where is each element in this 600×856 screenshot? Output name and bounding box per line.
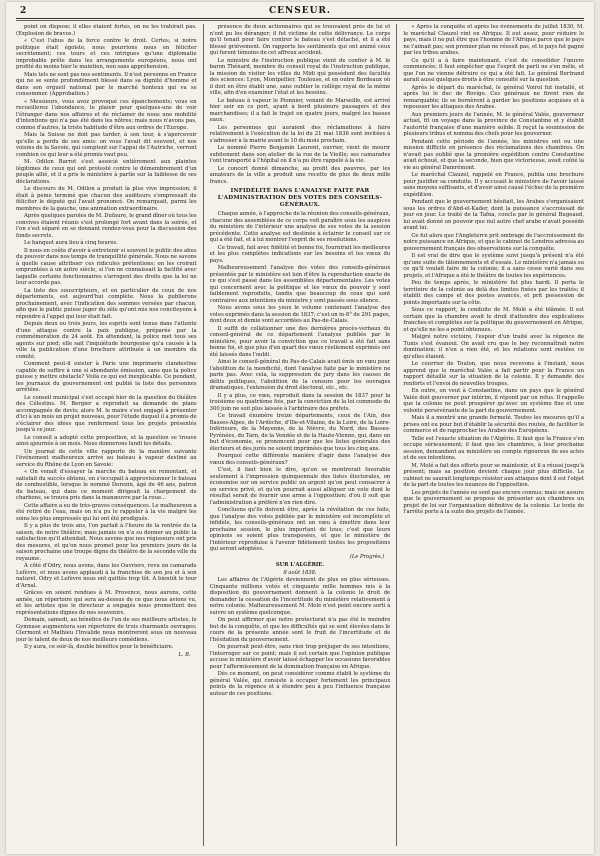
paragraph: Il est vrai de dire que le système suivi jusqu'à présent n'a été qu'une suite de tâtonnements et d'essais. Le ministère n'a jamais su ce qu'il voulait faire de la colonie; il a sans cesse varié dans ses projets, et l'Afrique a été le théâtre de toutes les expériences. [403,253,584,279]
paragraph: Pendant cette période de l'année, les ministres ont eu une mission difficile en présence des réclamations des chambres. On n'avait pas oublié que la première expédition contre Constantine avait échoué, et que la seconde, bien que victorieuse, avait coûté la vie au général Damrémont. [403,138,584,171]
paragraph: Pendant que le gouvernement hésitait, les Arabes s'organisaient sous les ordres d'Abd-el-Kader, dont la puissance s'accroissait de jour en jour. Le traité de la Tafna, conclu par le général Bugeaud, lui avait donné un pouvoir que nul autre chef arabe n'avait possédé avant lui. [403,199,584,231]
paragraph: Sous ce rapport, la conduite de M. Molé a été blâmée. Il est certain que la chambre avait le droit d'attendre des explications franches et complètes sur la politique du gouvernement en Afrique, et qu'elle ne les a point obtenues. [403,307,584,333]
paragraph: Il y a plus, ce vœu, reproduit dans la session de 1837 pour la troisième ou quatrième fois, par la conviction de la loi commode du 300 juin ne soit plus laissée à l'arbitraire des préfets. [209,392,391,412]
paragraph: Ainsi le conseil-général du Pas-de-Calais avait émis un vœu pour l'abolition de la mendicité, dont l'analyse faite par le ministère ne parle pas. Avec cela, la suppression du jury dans les causes de délits politiques, l'abolition de la censure pour les ouvrages dramatiques, l'extension du droit électoral, etc., etc. [209,359,391,391]
paragraph: Après le départ du maréchal, le général Voirol fut installé, et après lui le duc de Rovigo. Ces généraux ne firent rien de remarquable; ils se bornèrent à garder les positions acquises et à repousser les attaques des Arabes. [403,84,584,110]
paragraph: M. Molé a fait des efforts pour se maintenir, et il a réussi jusqu'à présent; mais sa position devient chaque jour plus difficile. Le cabinet ne saurait longtemps résister aux attaques dont il est l'objet de la part de toutes les nuances de l'opposition. [403,462,584,488]
paragraph: présence de deux actionnaires qui se trouvaient près de lui et n'ont pu les déranger; il fut victime de cette délivrance. Le corps qu'il tenait pour faire contrer le bateau s'est détaché, et il a été blessé grièvement. On rapporte les sentiments qui ont animé ceux qui furent témoins de cet affreux accident. [209,24,391,56]
paragraph: Nous avons sous les yeux le volume contenant l'analyse des votes exprimés dans la session de 1837; c'est un in-8° de 291 pages, dont deux et demie sont accordées au Pas-de-Calais. [209,305,391,324]
paragraph: « C'est l'abus de la force contre le droit. Certes, si notre politique était égoïste, nous pourrions nous en féliciter secrètement; ces tours et ces intrigues qu'une diplomatie improbable prête dans les arrangements européens, nous ont profité du moins hier le maintien, non sans appréhension. [16,38,197,70]
paragraph: Depuis deux ou trois jours, les esprits sont tenus dans l'attente d'une attaque contre la paix publique, préparée par la commémoration du 24 août. En attendant, la police met tous ses agents sur pied; elle sait l'inquiétude bourgeoise qu'a causée à la ville la publication d'une brochure attribuée à un membre du comité. [16,321,197,360]
header-rule [16,18,584,19]
paragraph: « On venait d'essayer la marche du bateau en remontant, et satisfait du succès obtenu, on s'occupait à approvisionner le bateau de combustible, lorsque le nommé Dorezin, âgé de 46 ans, patron du bateau, qui dans ce moment dirigeait la chargement de charbons, se trouva pris dans la manœuvre par la roue... [16,469,197,501]
paragraph: Grâces en soient rendues à M. Provence, nous aurons, cette année, un répertoire qui sera au-dessus de ce que nous avions vu, et les artistes que le directeur a engagés nous promettent des représentations dignes de nos souvenirs. [16,590,197,616]
paragraph: Ce travail énumère treize départements, ceux de l'Ain, des Basses-Alpes, de l'Ardèche, d'Ille-et-Vilaine, de la Loire, de la Loire-Inférieure, de la Mayenne, de la Nièvre, du Nord, des Basses-Pyrénées, du Tarn, de la Vendée et de la Haute-Vienne, qui, dans un but d'économie, se prononcent pour que les listes générales des électeurs et des jurés ne soient imprimées que tous les cinq ans. [209,413,391,452]
paragraph: Le nommé Pierre Benjamin Laurent, ouvrier, vient de mourir subitement dans son atelier de la rue de la Vieille; ses camarades l'ont transporté à l'hôpital où il n'a pu être rappelé à la vie. [209,145,391,164]
paragraph: Peu de temps après, le ministère fut plus hardi. Il porta le territoire de la colonie au delà des limites fixées par les traités; il établit des camps et des postes avancés, et prit possession de points importants sur la côte. [403,280,584,306]
paragraph: Le courrier de Toulon, que nous recevons à l'instant, nous apprend que le maréchal Valée a fait partir pour la France un rapport détaillé sur la situation de la colonie. Il y demande des renforts et l'envoi de nouvelles troupes. [403,361,584,387]
paragraph: Après quelques paroles de M. Dufaure, le grand dîner où tous les convives étaient réunis s'est prolongé fort avant dans la soirée, et l'on s'est séparé en se donnant rendez-vous pour la discussion des fonds secrets. [16,213,197,239]
paragraph: Le ministre de l'instruction publique vient de confier à M. le baron Thénard, membre du conseil royal de l'instruction publique, la mission de visiter les villes du Midi qui possèdent des facultés des sciences: Lyon, Montpellier, Toulouse, et en outre Bordeaux où il doit en être établi une, sans oublier le collège royal de la même ville, afin d'en examiner l'état et les besoins. [209,57,391,96]
paragraph: Il y a plus de trois ans, l'on parlait à l'heure de la rentrée de la saison, de notre théâtre; mais jamais on n'a su donner au public la satisfaction qu'il attendait. Nous savons que nos régisseurs ont pris des mesures, et qu'on nous promet pour les premiers jours de la saison prochaine une troupe digne du théâtre de la seconde ville du royaume. [16,523,197,562]
paragraph: Le maréchal Clauzel, rappelé en France, publia une brochure pour justifier sa conduite. Il y accusait le ministère de l'avoir laissé sans moyens suffisants, et d'avoir ainsi causé l'échec de la première expédition. [403,172,584,198]
paragraph: Chaque année, à l'approche de la réunion des conseils-généraux, chacune des assemblées de ce corps voit paraître sous les auspices du ministère de l'intérieur une analyse de ses votes de la session précédente. Cette analyse est destinée à éclairer le conseil sur ce qui a été fait, et à lui montrer l'esprit de ses résolutions. [209,211,391,243]
paragraph: Mais il a montré une grande fermeté. Toutes les mesures qu'il a prises ont eu pour but d'établir la sécurité des routes, de faciliter le commerce et de rapprocher les Arabes des Européens. [403,415,584,434]
column-middle [210,24,391,846]
header-rule-thin [16,20,584,21]
paragraph: C'est, il faut bien le dire, qu'on se montrerait favorable seulement à l'impression quinquennale des listes électorales, on économise sur un service public un argent qu'on peut consacrer à un service privé, et qu'on pourrait aussi alléguer un vote dont le résultat serait de fournir une arme à l'opposition; d'où il suit que l'administration a préféré n'en rien dire. [209,467,391,506]
masthead: CENSEUR. [268,6,332,16]
paragraph: point on dispose; il elles étaient fortes, on ne les trahirait pas. (Explosion de bravos.) [16,24,197,37]
paragraph: Ce qu'il a à faire maintenant, c'est de consolider l'œuvre commencée; il faut empêcher que l'esprit de parti ne s'en mêle, et que l'on ne vienne détruire ce qui a été fait. Le général Bertrand aurait aussi quelques droits à être consulté sur la question. [403,57,584,83]
paragraph: La liste des souscripteurs, et en particulier de ceux de nos départements, est aujourd'hui complète. Nous la publierons prochainement, avec l'indication des sommes versées par chacun, afin que le public puisse juger du zèle qu'ont mis nos concitoyens à répondre à l'appel qui leur était fait. [16,287,197,320]
paragraph: Malgré notre victoire, l'espoir d'un traité avec la régence de Tunis s'est évanoui. On avait cru que le bey reconnaîtrait notre domination; il n'en a rien été, et les relations sont restées ce qu'elles étaient. [403,334,584,360]
column-left [16,24,197,846]
paragraph: Le conseil a adopté cette proposition, et la question se trouve ainsi ajournée à un mois. Nous donnerons lundi les détails. [16,434,197,447]
paragraph: Cette affaire a eu de très-graves conséquences. Le malheureux a été retiré de l'eau, mais on n'a pu le rappeler à la vie malgré les soins les plus empressés qui lui ont été prodigués. [16,502,197,522]
paragraph: Il nous en coûte d'avoir à entretenir si souvent le public des abus du pouvoir dans nos temps de tranquillité générale. Nous ne savons à quelle cause attribuer ces ridicules prétentions; on les croirait empruntées à un autre siècle, si l'on ne connaissait la facilité avec laquelle certains fonctionnaires s'arrogent des droits que la loi ne leur accorde pas. [16,247,197,286]
signature: (Le Progrès.) [349,553,385,560]
section-heading: SUR L'ALGÉRIE. [275,562,325,568]
paragraph: « Messieurs, vous avez provoqué ces épanchements; vous en recueillerez l'abondance, le plaisir pour quelques-uns de voir l'étranger dans nos affaires et de réclamer de nous une mobilité d'intentions qui n'a pas été dans les nôtres; mais nous n'avons pas, comme d'autres, la triste habitude d'être aux ordres de l'Europe. [16,98,197,131]
paragraph: Pourquoi cette différente manière d'agir dans l'analyse des vœux des conseils-généraux? [209,453,391,466]
paragraph: Les projets de l'année ne sont pas encore connus; mais on assure que le gouvernement se propose de présenter aux chambres un projet de loi sur l'organisation définitive de la colonie. Le texte de l'arrêté porte à la suite des projets de l'année. [403,489,584,515]
paragraph: Mais tels ne sont pas nos sentiments. Il n'est personne en France qui ne se sente profondément blessé dans sa dignité d'homme et dans son orgueil national par le marché honteux qui va se consommer. (Approbation.) [16,71,197,97]
column-divider [203,24,204,846]
paragraph: À côté d'Odry, nous avons, dans les Ouvriers, revu un camarade Lefèvre, et nous avons applaudi à la franchise de son jeu et à son naturel. Odry et Lefèvre nous ont quittés trop tôt. À bientôt le tour d'Arnal. [16,563,197,589]
page-header [20,4,580,18]
paragraph: Aux premiers jours de l'année, M. le général Valée, gouverneur actuel, fit un voyage dans la province de Constantine et y établit l'autorité française d'une manière solide. Il reçut la soumission de plusieurs tribus et nomma des chefs pour les gouverner. [403,111,584,137]
newspaper-page [6,2,594,854]
paragraph: Le bateau à vapeur le Pionnier, venant de Marseille, est arrivé hier soir en ce port, ayant à bord plusieurs passagers et des marchandises; il a fait le trajet en quatre jours, malgré les basses eaux. [209,97,391,123]
paragraph: On peut affirmer que notre protectorat n'a pas été le moindre but de la conquête, et que les difficultés qui se sont élevées dans le cours de la présente année sont le fruit de l'incertitude et de l'hésitation du gouvernement. [209,617,391,643]
paragraph: Le concert donné dimanche, au profit des pauvres, par les amateurs de la ville a produit une recette de plus de deux mille francs. [209,165,391,185]
paragraph: Concluons qu'ils doivent être, après la révélation de ces faits, que l'analyse des votes publiée par le ministère est incomplète et infidèle, les conseils-généraux ont un vœu à émettre dans leur prochaine session, le plus important de tous; c'est que leurs opinions se soient plus transposées, et que le ministère de l'intérieur reproduise à l'avenir fidèlement toutes les propositions qui seront adoptées. [209,507,391,552]
paragraph: Telle est l'exacte situation de l'Algérie. Il faut que la France s'en occupe sérieusement; il faut que les chambres, à leur prochaine session, demandent au ministère un compte rigoureux de ses actes et de ses intentions. [403,435,584,461]
paragraph: Le banquet aura lieu à cinq heures. [24,240,118,246]
paragraph: Le conseil municipal s'est occupé hier de la question du théâtre des Célestins. M. Bergier a reproduit sa demande de plans accompagnés de devis; alors M. le maire s'est engagé à présenter d'ici à un mois un projet nouveau, pour l'étude duquel il a promis de s'éclairer des idées que renferment tous les projets présentés jusqu'à ce jour. [16,394,197,433]
paragraph: Dès ce moment, on peut considérer comme établi le système du général Valée, qui consiste à occuper fortement les principaux points de la régence et à étendre peu à peu l'influence française autour de ces positions. [209,671,391,697]
paragraph: Un journal de cette ville rapporte de la manière suivante l'événement malheureux arrivé au bateau à vapeur destiné au service du Rhône de Lyon en Savoie: [16,448,197,468]
paragraph: Les personnes qui auraient des réclamations à faire relativement à l'exécution de la loi du 21 mai 1836 sont invitées à s'adresser à la mairie avant le 10 du mois prochain. [209,124,391,144]
dateline: 8 août 1838. [283,569,317,576]
column-right [403,24,584,846]
paragraph: Malheureusement l'analyse des votes des conseils-généraux présentée par le ministère est loin d'être la reproduction exacte de ce qui s'est passé dans les assemblées départementales. Les votes qui concernent avec la politique et les vœux du pouvoir y sont faiblement reproduits, tandis que beaucoup de ceux qui sont contraires aux intentions du ministre y sont passés sous silence. [209,265,391,304]
article-heading: INFIDÉLITÉ DANS L'ANALYSE FAITE PAR L'ADMINISTRATION DES VOTES DES CONSEILS-GÉNÉRAUX. [217,188,383,208]
paragraph: En outre, on veut à Constantine, dans un pays que le général Valée doit gouverner par intérim, il répond par un refus. Il rappelle que la colonie ne peut prospérer qu'avec un système fixe et une volonté persévérante de la part du gouvernement. [403,388,584,414]
paragraph: Ce travail, fait avec fidélité et bonne foi, fournirait les meilleures et les plus complètes indications sur les besoins et les vœux du pays. [209,244,391,264]
column-grid [16,24,584,846]
paragraph: Les affaires de l'Algérie deviennent de plus en plus sérieuses. Cinquante millions votés et cinquante mille hommes mis à la disposition du gouvernement donnent à la colonie le droit de demander la cessation de l'incertitude du ministère relativement à notre colonie. Malheureusement M. Molé n'est point encore sorti à suivre un système quelconque. [209,577,391,616]
paragraph: « Après la conquête et après les événements de juillet 1830, M. le maréchal Clauzel vint en Afrique. Il eut assez, pour réduire le pays, mais il ne put être que l'homme de l'Afrique parce que le pays ne l'aimait pas; son premier plan ne réussit pas, et le pays fut gagné par les tribus arabes. [403,24,584,56]
paragraph: Demain, samedi, au bénéfice de l'un de ses meilleurs artistes, le Gymnase augmentera son répertoire de trois charmants ouvrages; Clermont et Mathieu l'Invalide nous montreront sous un nouveau jour le talent de deux de nos meilleurs comédiens. [16,617,197,643]
paragraph: On pourrait peut-être, sans rien trop préjuger de ses intentions, l'interroger sur ce point; mais il est certain que l'opinion publique accuse le ministère d'avoir laissé échapper les occasions favorables pour l'affermissement de la domination française en Afrique. [209,644,391,670]
paragraph: Mais la Suisse ne doit pas tarder, à son tour, à s'apercevoir qu'elle a perdu de ses amis: on vous l'avait dit souvent, et nos voisins de la Savoie, qui comptent sur l'appui de l'Autriche, verront combien ce qui leur a été promis vaut peu. [16,132,197,158]
paragraph: Le discours de M. Odilon a produit la plus vive impression; il était à peine terminé que chacun des auditeurs s'empressait de féliciter le député qui l'avait prononcé. On remarquait, parmi les membres de la gauche, une animation extraordinaire. [16,186,197,212]
paragraph: Comment peut-il exister à Paris une imprimerie clandestine capable de suffire à une si abondante émission, sans que la police puisse y mettre obstacle? Voilà ce qui est inexplicable. Ce pendant, les journaux du gouvernement ont publié la liste des personnes arrêtées. [16,361,197,393]
paragraph: Il suffit de collationner une des dernières procès-verbaux du conseil-général de ce département l'analyse publiée par le ministère, pour avoir la conviction que ce travail a été fait sans bonne foi, et que plus d'un quart des vœux réellement exprimés ont été laissés dans l'oubli. [209,325,391,358]
signature: L. B. [178,651,191,658]
paragraph: M. Odilon Barrot s'est associé entièrement aux plaintes légitimes de ceux qui ont protesté contre le démembrement d'un peuple allié, et il a pris le ministère à partie sur la faiblesse de ses déclarations. [16,159,197,185]
column-divider [396,24,397,846]
paragraph: Ce fut alors que l'Angleterre prit ombrage de l'accroissement de notre puissance en Afrique, et que le cabinet de Londres adressa au gouvernement français des observations sur la conquête. [403,232,584,252]
page-number: 2 [20,6,27,16]
paragraph: Il y aura, ce soir-là, double bénéfice pour le bénéficiaire. [24,644,174,650]
